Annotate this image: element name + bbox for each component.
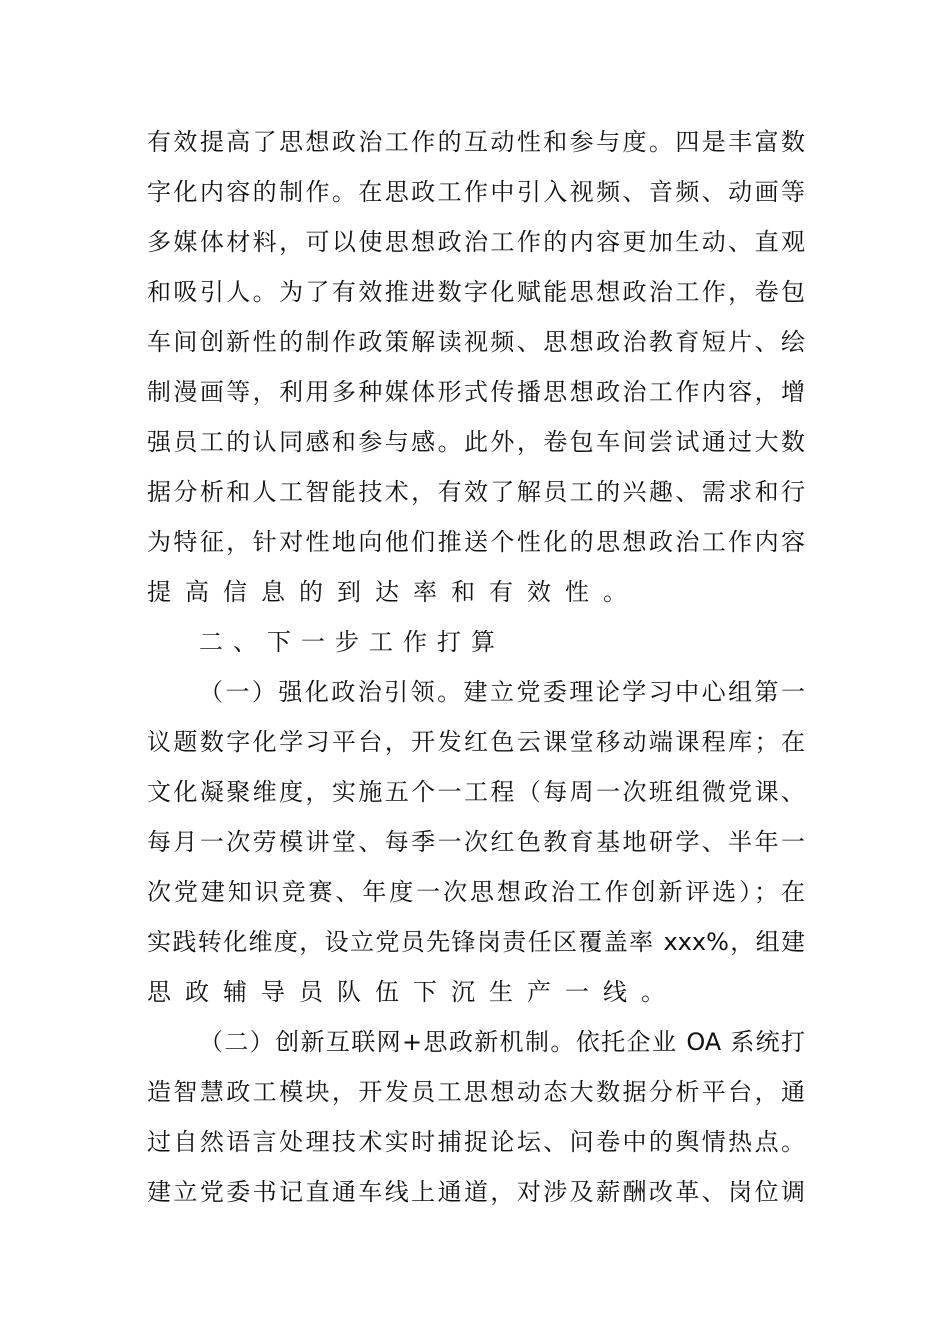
paragraph-line: 制漫画等，利用多种媒体形式传播思想政治工作内容，增 [147, 378, 805, 406]
paragraph-line: 有效提高了思想政治工作的互动性和参与度。四是丰富数 [147, 128, 805, 156]
paragraph-line: 思政辅导员队伍下沉生产一线。 [147, 978, 679, 1006]
paragraph-line: 强员工的认同感和参与感。此外，卷包车间尝试通过大数 [147, 428, 805, 456]
section-heading: 二、下一步工作打算 [199, 628, 505, 656]
paragraph-line: 字化内容的制作。在思政工作中引入视频、音频、动画等 [147, 178, 805, 206]
paragraph-line: 过自然语言处理技术实时捕捉论坛、问卷中的舆情热点。 [147, 1128, 805, 1156]
paragraph-line: 实践转化维度，设立党员先锋岗责任区覆盖率 xxx%，组建 [147, 928, 805, 956]
paragraph-line: （二）创新互联网+思政新机制。依托企业 OA 系统打 [199, 1028, 805, 1056]
paragraph-line: 文化凝聚维度，实施五个一工程（每周一次班组微党课、 [147, 778, 805, 806]
paragraph-line: 建立党委书记直通车线上通道，对涉及薪酬改革、岗位调 [147, 1178, 805, 1206]
paragraph-line: 和吸引人。为了有效推进数字化赋能思想政治工作，卷包 [147, 278, 805, 306]
paragraph-line: 车间创新性的制作政策解读视频、思想政治教育短片、绘 [147, 328, 805, 356]
document-page [147, 122, 805, 1222]
paragraph-line: 为特征，针对性地向他们推送个性化的思想政治工作内容 [147, 528, 805, 556]
paragraph-line: 议题数字化学习平台，开发红色云课堂移动端课程库；在 [147, 728, 805, 756]
paragraph-line: （一）强化政治引领。建立党委理论学习中心组第一 [199, 678, 805, 706]
paragraph-line: 提高信息的到达率和有效性。 [147, 578, 641, 606]
paragraph-line: 次党建知识竞赛、年度一次思想政治工作创新评选）；在 [147, 878, 805, 906]
paragraph-line: 多媒体材料，可以使思想政治工作的内容更加生动、直观 [147, 228, 805, 256]
paragraph-line: 每月一次劳模讲堂、每季一次红色教育基地研学、半年一 [147, 828, 805, 856]
paragraph-line: 据分析和人工智能技术，有效了解员工的兴趣、需求和行 [147, 478, 805, 506]
paragraph-line: 造智慧政工模块，开发员工思想动态大数据分析平台，通 [147, 1078, 805, 1106]
